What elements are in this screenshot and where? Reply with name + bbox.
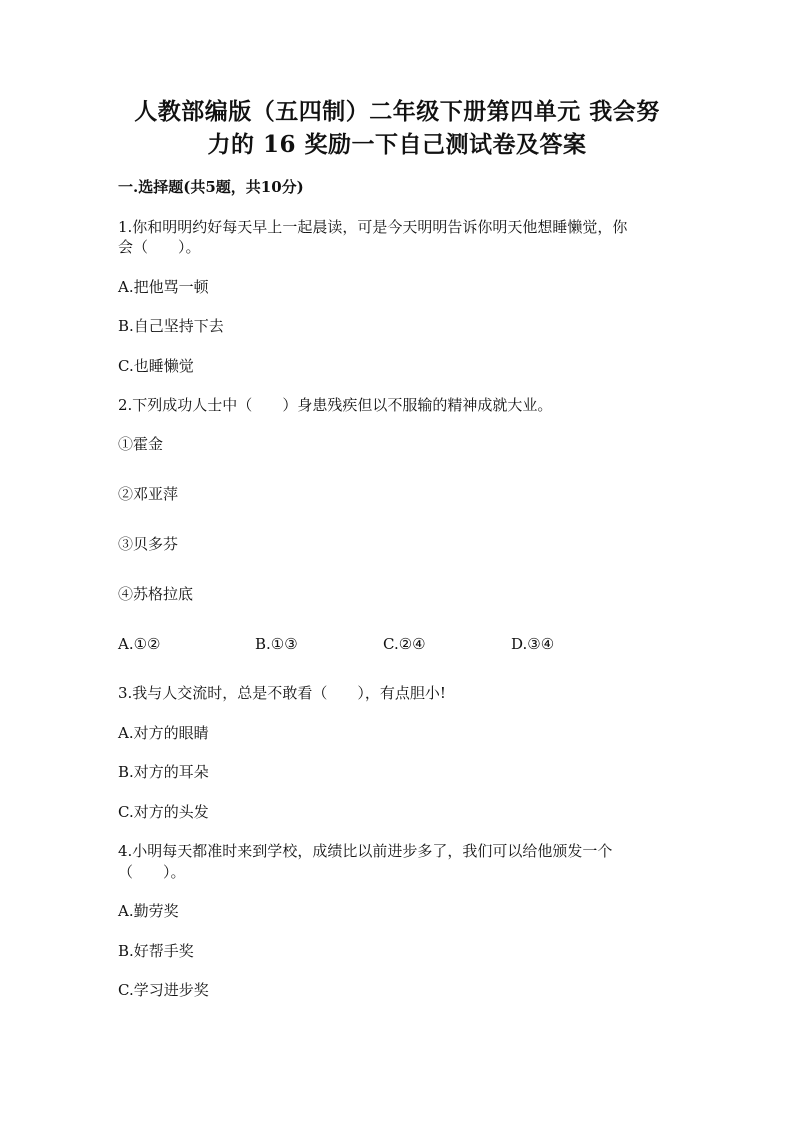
- question-3-option-b: B.对方的耳朵: [118, 763, 209, 781]
- question-2-item-3: ③贝多芬: [118, 535, 179, 553]
- question-1-option-a: A.把他骂一顿: [118, 278, 209, 296]
- question-3-stem-line-1: 3.我与人交流时，总是不敢看（ ），有点胆小!: [118, 684, 446, 702]
- question-2-item-1: ①霍金: [118, 435, 164, 453]
- question-3-option-a: A.对方的眼睛: [118, 724, 209, 742]
- question-1-option-c: C.也睡懒觉: [118, 357, 194, 375]
- question-4-option-b: B.好帮手奖: [118, 942, 194, 960]
- question-2-item-2: ②邓亚萍: [118, 485, 179, 503]
- question-4-option-c: C.学习进步奖: [118, 981, 209, 999]
- question-2-option-c: C.②④: [383, 635, 426, 653]
- section-heading: 一.选择题(共5题，共10分): [118, 178, 304, 196]
- question-1-stem-line-1: 1.你和明明约好每天早上一起晨读，可是今天明明告诉你明天他想睡懒觉，你: [118, 218, 628, 236]
- question-4-option-a: A.勤劳奖: [118, 902, 179, 920]
- question-2-option-b: B.①③: [255, 635, 298, 653]
- question-4-stem-line-1: 4.小明每天都准时来到学校，成绩比以前进步多了，我们可以给他颁发一个: [118, 842, 613, 860]
- question-1-option-b: B.自己坚持下去: [118, 317, 224, 335]
- question-1-stem-line-2: 会（ ）。: [118, 238, 201, 256]
- question-2-option-a: A.①②: [118, 635, 161, 653]
- question-2-item-4: ④苏格拉底: [118, 585, 194, 603]
- page-title-line-2: 力的 16 奖励一下自己测试卷及答案: [207, 131, 587, 158]
- question-3-option-c: C.对方的头发: [118, 803, 209, 821]
- question-2-stem-line-1: 2.下列成功人士中（ ）身患残疾但以不服输的精神成就大业。: [118, 396, 553, 414]
- page-title-line-1: 人教部编版（五四制）二年级下册第四单元 我会努: [134, 98, 660, 125]
- question-2-option-d: D.③④: [511, 635, 555, 653]
- question-4-stem-line-2: （ ）。: [118, 863, 186, 881]
